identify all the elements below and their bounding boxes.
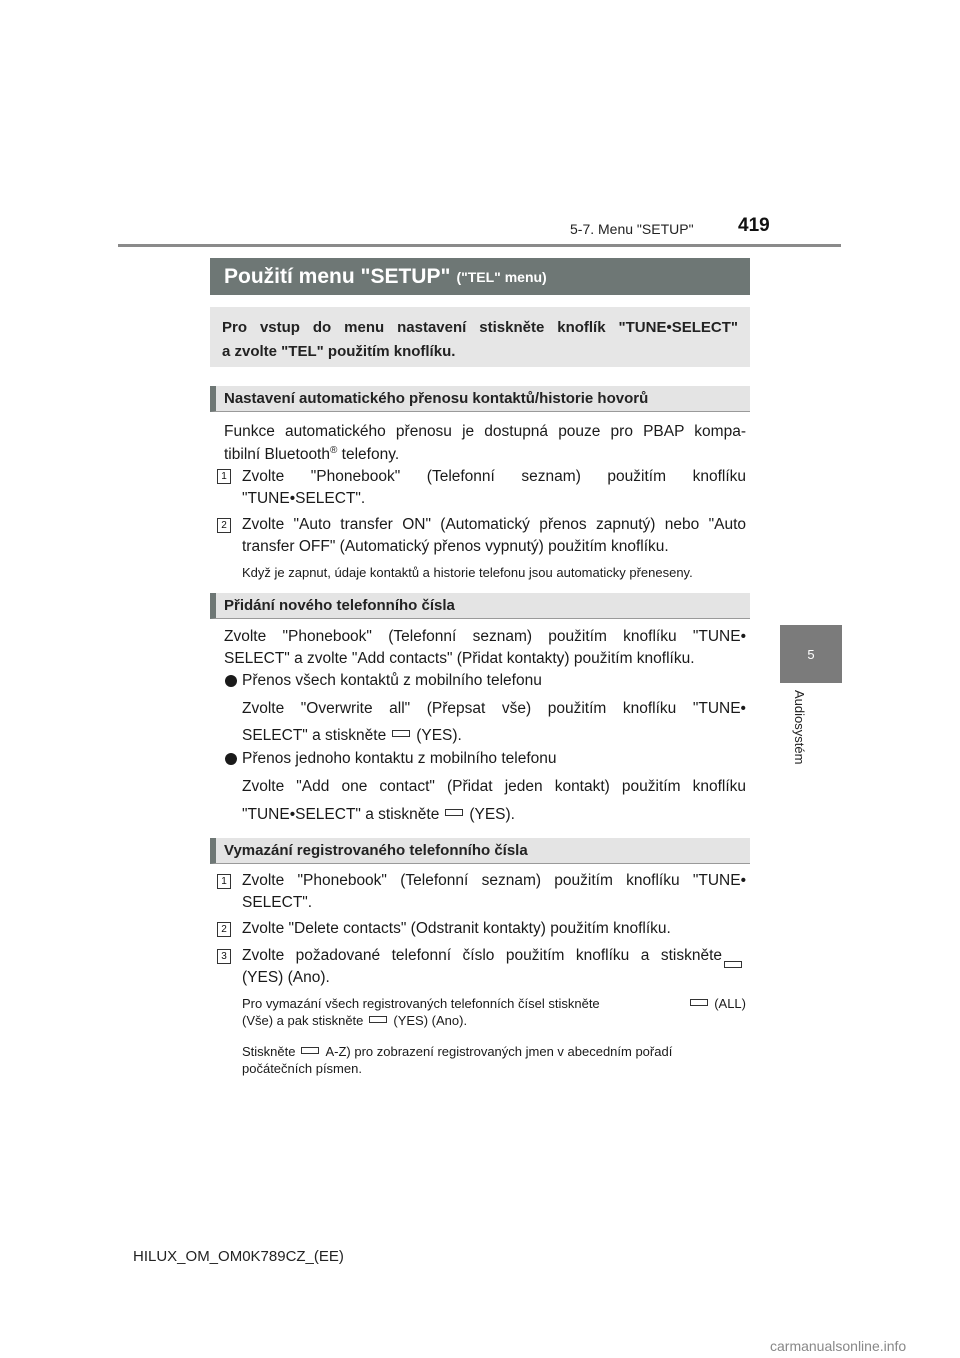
section1-desc-line-1: Funkce automatického přenosu je dostupná pouze pro PBAP kompa- xyxy=(224,423,746,440)
button-icon xyxy=(369,1016,387,1023)
bullet-text: Zvolte "Add one contact" (Přidat jeden kontakt) použitím knoflíku xyxy=(242,778,746,795)
page-title: Použití menu "SETUP" xyxy=(224,264,451,288)
section3-note-2-line-1: Stiskněte A-Z) pro zobrazení registrovaných jmen v abecedním pořadí xyxy=(242,1044,673,1059)
section-heading-delete-number: Vymazání registrovaného telefonního čísla xyxy=(210,838,750,864)
button-icon xyxy=(301,1047,319,1054)
chapter-tab-number: 5 xyxy=(807,646,815,662)
step-number-box: 3 xyxy=(217,949,231,964)
step-number-box: 2 xyxy=(217,922,231,937)
step-text: Zvolte "Delete contacts" (Odstranit kontakty) použitím knoflíku. xyxy=(242,920,671,937)
section-heading-add-number: Přidání nového telefonního čísla xyxy=(210,593,750,619)
chapter-tab-label: Audiosystém xyxy=(792,690,807,765)
bullet-title: Přenos všech kontaktů z mobilního telefonu xyxy=(242,672,542,689)
step-number-box: 2 xyxy=(217,518,231,533)
intro-box xyxy=(210,307,750,367)
bullet-icon xyxy=(225,675,237,687)
document-code: HILUX_OM_OM0K789CZ_(EE) xyxy=(133,1248,344,1265)
step-text: Zvolte "Phonebook" (Telefonní seznam) použitím knoflíku "TUNE• xyxy=(242,872,746,889)
bullet-text: "TUNE•SELECT" a stiskněte (YES). xyxy=(242,806,515,823)
section2-desc-line-2: SELECT" a zvolte "Add contacts" (Přidat kontakty) použitím knoflíku. xyxy=(224,650,695,667)
bullet-icon xyxy=(225,753,237,765)
section1-note: Když je zapnut, údaje kontaktů a historie telefonu jsou automaticky přeneseny. xyxy=(242,565,693,580)
step-number-box: 1 xyxy=(217,469,231,484)
page-number: 419 xyxy=(738,215,770,236)
step-text: transfer OFF" (Automatický přenos vypnutý) použitím knoflíku. xyxy=(242,538,669,555)
step-text: (YES) (Ano). xyxy=(242,969,330,986)
running-header-section: 5-7. Menu "SETUP" xyxy=(570,221,694,237)
bullet-text: SELECT" a stiskněte (YES). xyxy=(242,727,462,744)
section3-note-2-line-2: počátečních písmen. xyxy=(242,1061,362,1076)
bullet-text: Zvolte "Overwrite all" (Přepsat vše) použitím knoflíku "TUNE• xyxy=(242,700,746,717)
step-text: Zvolte požadované telefonní číslo použitím knoflíku a stiskněte xyxy=(242,947,722,964)
intro-line-1: Pro vstup do menu nastavení stiskněte knoflík "TUNE•SELECT" xyxy=(222,319,738,336)
button-icon xyxy=(392,730,410,737)
watermark: carmanualsonline.info xyxy=(770,1338,907,1354)
step-text: Zvolte "Auto transfer ON" (Automatický přenos zapnutý) nebo "Auto xyxy=(242,516,746,533)
step-text: Zvolte "Phonebook" (Telefonní seznam) použitím knoflíku xyxy=(242,468,746,485)
section-heading-auto-transfer: Nastavení automatického přenosu kontaktů/historie hovorů xyxy=(210,386,750,412)
section1-desc-line-2: tibilní Bluetooth® telefony. xyxy=(224,445,400,464)
step-text: SELECT". xyxy=(242,894,313,911)
button-icon xyxy=(445,809,463,816)
button-icon xyxy=(690,999,708,1006)
intro-line-2: a zvolte "TEL" použitím knoflíku. xyxy=(222,343,456,360)
step-number-box: 1 xyxy=(217,874,231,889)
chapter-tab xyxy=(780,625,842,683)
section2-desc-line-1: Zvolte "Phonebook" (Telefonní seznam) použitím knoflíku "TUNE• xyxy=(224,628,746,645)
step-text: "TUNE•SELECT". xyxy=(242,490,366,507)
section3-note-1-line-2: (Vše) a pak stiskněte (YES) (Ano). xyxy=(242,1013,468,1028)
section3-note-1-line-1: Pro vymazání všech registrovaných telefonních čísel stiskněte (ALL) xyxy=(242,996,746,1011)
page-title-bar xyxy=(210,258,750,295)
bullet-title: Přenos jednoho kontaktu z mobilního telefonu xyxy=(242,750,557,767)
header-rule xyxy=(118,244,841,247)
page-subtitle: ("TEL" menu) xyxy=(456,268,547,285)
